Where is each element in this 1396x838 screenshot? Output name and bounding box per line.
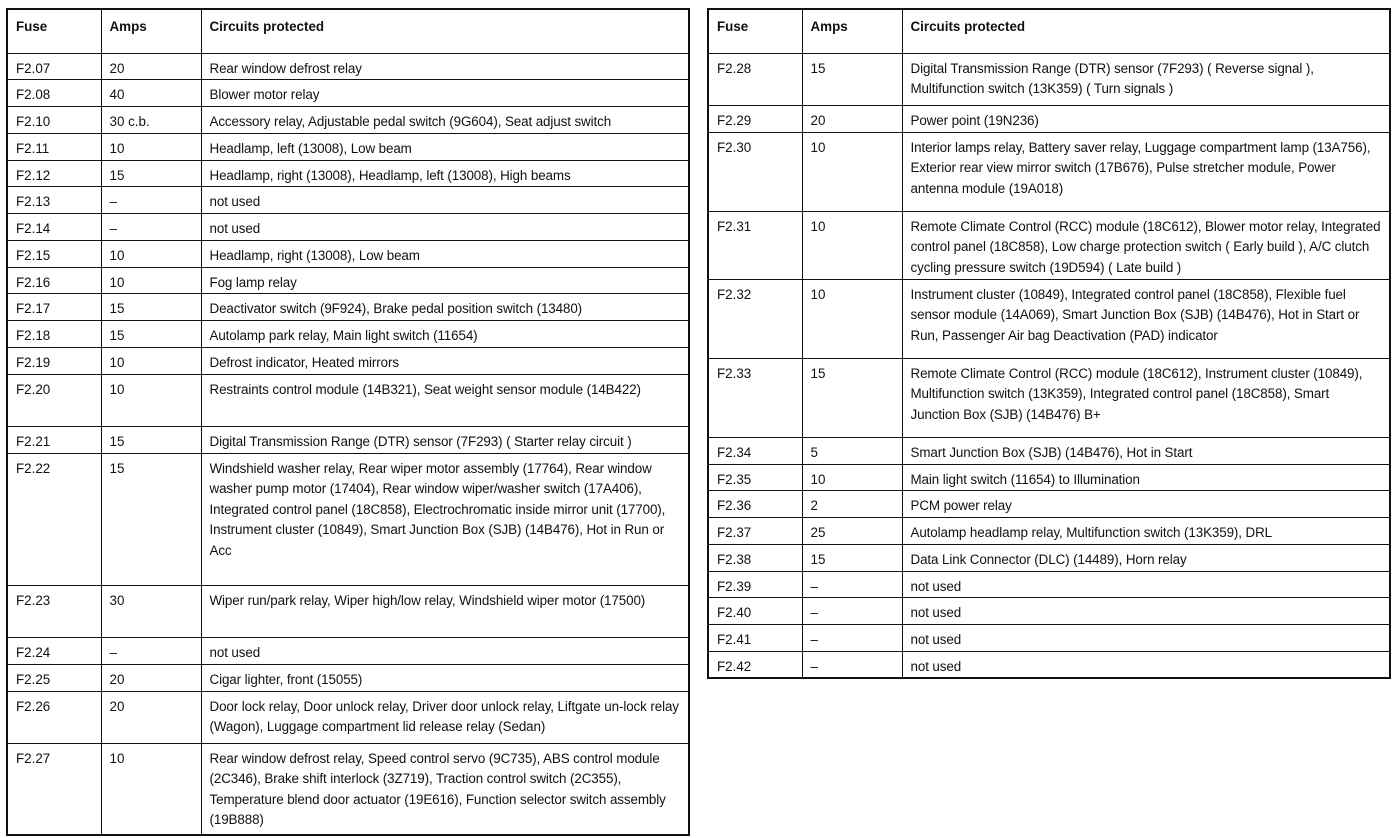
cell-amps: 15 (802, 544, 902, 571)
cell-amps: 15 (101, 294, 201, 321)
cell-amps: 25 (802, 518, 902, 545)
cell-fuse: F2.13 (7, 187, 101, 214)
cell-fuse: F2.31 (708, 211, 802, 279)
header-fuse: Fuse (7, 9, 101, 53)
cell-circuits: not used (902, 651, 1390, 678)
cell-amps: 5 (802, 437, 902, 464)
header-circuits: Circuits protected (201, 9, 689, 53)
table-row (7, 426, 689, 453)
table-row (7, 347, 689, 374)
cell-fuse: F2.36 (708, 491, 802, 518)
cell-amps: – (802, 598, 902, 625)
cell-fuse: F2.22 (7, 453, 101, 585)
cell-amps: 15 (101, 426, 201, 453)
cell-fuse: F2.20 (7, 374, 101, 426)
cell-amps: 10 (802, 211, 902, 279)
cell-circuits: not used (201, 187, 689, 214)
table-row (708, 598, 1390, 625)
table-row (708, 464, 1390, 491)
cell-fuse: F2.41 (708, 625, 802, 652)
cell-amps: 10 (101, 240, 201, 267)
cell-amps: 30 c.b. (101, 107, 201, 134)
cell-amps: – (802, 571, 902, 598)
cell-fuse: F2.16 (7, 267, 101, 294)
cell-amps: 15 (101, 160, 201, 187)
table-row (708, 105, 1390, 132)
cell-circuits: not used (902, 598, 1390, 625)
fuse-table-left (6, 8, 690, 836)
table-row (708, 651, 1390, 678)
cell-circuits: Blower motor relay (201, 80, 689, 107)
cell-circuits: Accessory relay, Adjustable pedal switch (9G604), Seat adjust switch (201, 107, 689, 134)
cell-fuse: F2.40 (708, 598, 802, 625)
cell-circuits: Autolamp headlamp relay, Multifunction switch (13K359), DRL (902, 518, 1390, 545)
cell-amps: 15 (802, 358, 902, 437)
cell-circuits: Digital Transmission Range (DTR) sensor (7F293) ( Starter relay circuit ) (201, 426, 689, 453)
cell-fuse: F2.34 (708, 437, 802, 464)
cell-amps: 20 (802, 105, 902, 132)
cell-fuse: F2.14 (7, 214, 101, 241)
table-row (708, 358, 1390, 437)
cell-fuse: F2.17 (7, 294, 101, 321)
cell-amps: 15 (802, 53, 902, 105)
cell-fuse: F2.35 (708, 464, 802, 491)
cell-fuse: F2.42 (708, 651, 802, 678)
cell-fuse: F2.37 (708, 518, 802, 545)
table-row (7, 240, 689, 267)
cell-circuits: Door lock relay, Door unlock relay, Driver door unlock relay, Liftgate un-lock relay (Wagon), Luggage compartment lid release relay (Sedan) (201, 691, 689, 743)
cell-fuse: F2.33 (708, 358, 802, 437)
cell-amps: 15 (101, 321, 201, 348)
cell-circuits: Remote Climate Control (RCC) module (18C612), Instrument cluster (10849), Multifunction switch (13K359), Integrated control panel (18C858), Smart Junction Box (SJB) (14B476) B+ (902, 358, 1390, 437)
cell-fuse: F2.24 (7, 637, 101, 664)
cell-circuits: Cigar lighter, front (15055) (201, 664, 689, 691)
cell-circuits: not used (902, 571, 1390, 598)
header-fuse: Fuse (708, 9, 802, 53)
cell-circuits: Restraints control module (14B321), Seat weight sensor module (14B422) (201, 374, 689, 426)
cell-amps: 10 (802, 132, 902, 211)
cell-fuse: F2.30 (708, 132, 802, 211)
cell-circuits: Digital Transmission Range (DTR) sensor (7F293) ( Reverse signal ), Multifunction switch (13K359) ( Turn signals ) (902, 53, 1390, 105)
table-row (708, 544, 1390, 571)
table-row (708, 491, 1390, 518)
cell-circuits: Rear window defrost relay (201, 53, 689, 80)
cell-fuse: F2.26 (7, 691, 101, 743)
cell-fuse: F2.15 (7, 240, 101, 267)
cell-circuits: Main light switch (11654) to Illumination (902, 464, 1390, 491)
table-row (7, 187, 689, 214)
cell-circuits: not used (902, 625, 1390, 652)
cell-circuits: not used (201, 637, 689, 664)
cell-fuse: F2.19 (7, 347, 101, 374)
cell-fuse: F2.32 (708, 279, 802, 358)
cell-amps: 10 (101, 374, 201, 426)
cell-fuse: F2.39 (708, 571, 802, 598)
cell-circuits: Rear window defrost relay, Speed control servo (9C735), ABS control module (2C346), Brake shift interlock (3Z719), Traction control switch (2C355), Temperature blend door actuator (19E616), Function selector switch assembly (19B888) (201, 743, 689, 835)
cell-fuse: F2.10 (7, 107, 101, 134)
table-row (7, 160, 689, 187)
fuse-table-right (707, 8, 1391, 679)
header-amps: Amps (802, 9, 902, 53)
cell-fuse: F2.21 (7, 426, 101, 453)
header-circuits: Circuits protected (902, 9, 1390, 53)
cell-fuse: F2.28 (708, 53, 802, 105)
table-row (7, 294, 689, 321)
cell-fuse: F2.29 (708, 105, 802, 132)
cell-circuits: Deactivator switch (9F924), Brake pedal position switch (13480) (201, 294, 689, 321)
table-header-row (7, 9, 689, 53)
table-row (708, 437, 1390, 464)
table-row (7, 664, 689, 691)
table-row (7, 691, 689, 743)
cell-amps: 30 (101, 585, 201, 637)
cell-fuse: F2.23 (7, 585, 101, 637)
table-row (708, 211, 1390, 279)
cell-amps: 40 (101, 80, 201, 107)
table-header-row (708, 9, 1390, 53)
cell-amps: 20 (101, 664, 201, 691)
cell-circuits: Wiper run/park relay, Wiper high/low relay, Windshield wiper motor (17500) (201, 585, 689, 637)
cell-circuits: Fog lamp relay (201, 267, 689, 294)
cell-circuits: Data Link Connector (DLC) (14489), Horn relay (902, 544, 1390, 571)
table-row (7, 53, 689, 80)
cell-fuse: F2.27 (7, 743, 101, 835)
table-row (708, 279, 1390, 358)
cell-circuits: Power point (19N236) (902, 105, 1390, 132)
cell-fuse: F2.25 (7, 664, 101, 691)
table-body-right (708, 53, 1390, 678)
table-row (708, 53, 1390, 105)
cell-circuits: PCM power relay (902, 491, 1390, 518)
header-amps: Amps (101, 9, 201, 53)
table-row (7, 585, 689, 637)
cell-amps: 10 (802, 464, 902, 491)
table-row (7, 374, 689, 426)
cell-circuits: Headlamp, right (13008), Low beam (201, 240, 689, 267)
table-row (7, 107, 689, 134)
cell-amps: 15 (101, 453, 201, 585)
cell-fuse: F2.38 (708, 544, 802, 571)
table-row (7, 743, 689, 835)
cell-circuits: Smart Junction Box (SJB) (14B476), Hot in Start (902, 437, 1390, 464)
cell-amps: – (101, 637, 201, 664)
cell-amps: – (802, 625, 902, 652)
cell-fuse: F2.12 (7, 160, 101, 187)
cell-circuits: Headlamp, right (13008), Headlamp, left (13008), High beams (201, 160, 689, 187)
cell-circuits: Windshield washer relay, Rear wiper motor assembly (17764), Rear window washer pump motor (17404), Rear window wiper/washer switch (17A406), Integrated control panel (18C858), Electrochromatic inside mirror unit (17700), Instrument cluster (10849), Smart Junction Box (SJB) (14B476), Hot in Run or Acc (201, 453, 689, 585)
table-row (7, 453, 689, 585)
table-row (708, 518, 1390, 545)
cell-circuits: Remote Climate Control (RCC) module (18C612), Blower motor relay, Integrated control panel (18C858), Low charge protection switch ( Early build ), A/C clutch cycling pressure switch (19D594) ( Late build ) (902, 211, 1390, 279)
table-row (708, 571, 1390, 598)
cell-fuse: F2.07 (7, 53, 101, 80)
cell-amps: 10 (101, 743, 201, 835)
cell-amps: 10 (101, 347, 201, 374)
cell-circuits: Headlamp, left (13008), Low beam (201, 133, 689, 160)
cell-amps: – (101, 214, 201, 241)
table-row (708, 132, 1390, 211)
cell-circuits: not used (201, 214, 689, 241)
table-body-left (7, 53, 689, 835)
table-row (7, 321, 689, 348)
cell-fuse: F2.18 (7, 321, 101, 348)
table-row (7, 214, 689, 241)
cell-circuits: Instrument cluster (10849), Integrated control panel (18C858), Flexible fuel sensor module (14A069), Smart Junction Box (SJB) (14B476), Hot in Start or Run, Passenger Air bag Deactivation (PAD) indicator (902, 279, 1390, 358)
cell-amps: 20 (101, 53, 201, 80)
cell-circuits: Autolamp park relay, Main light switch (11654) (201, 321, 689, 348)
table-row (7, 267, 689, 294)
table-row (708, 625, 1390, 652)
cell-amps: 10 (101, 267, 201, 294)
table-row (7, 637, 689, 664)
cell-amps: 10 (802, 279, 902, 358)
cell-amps: 2 (802, 491, 902, 518)
cell-circuits: Interior lamps relay, Battery saver relay, Luggage compartment lamp (13A756), Exterior rear view mirror switch (17B676), Pulse stretcher module, Power antenna module (19A018) (902, 132, 1390, 211)
table-row (7, 133, 689, 160)
cell-amps: 10 (101, 133, 201, 160)
cell-circuits: Defrost indicator, Heated mirrors (201, 347, 689, 374)
cell-amps: – (802, 651, 902, 678)
cell-fuse: F2.11 (7, 133, 101, 160)
cell-amps: – (101, 187, 201, 214)
cell-amps: 20 (101, 691, 201, 743)
table-row (7, 80, 689, 107)
cell-fuse: F2.08 (7, 80, 101, 107)
